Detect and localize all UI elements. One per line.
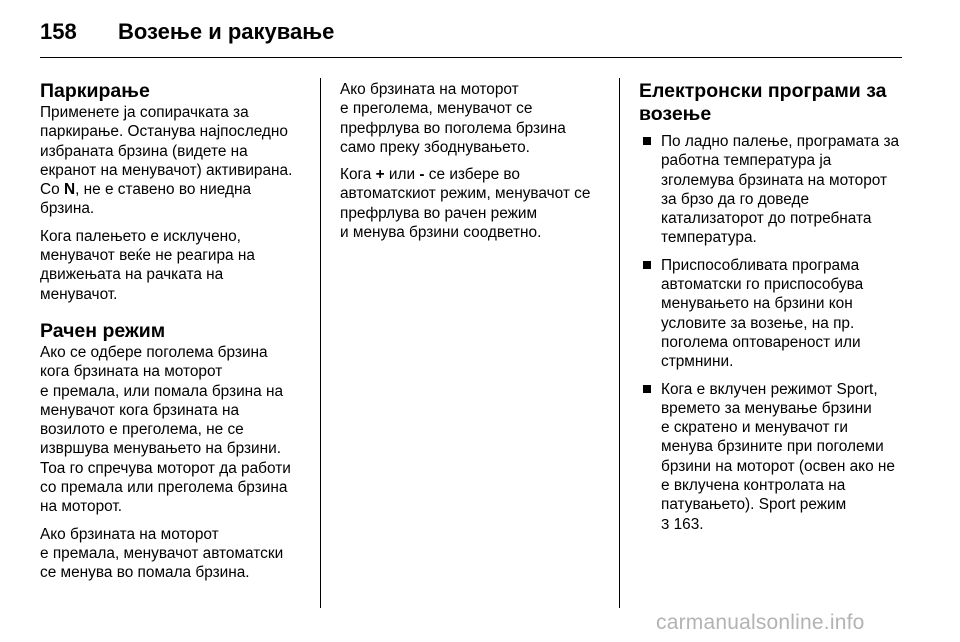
text-line: зголемува брзината на моторот xyxy=(661,171,888,189)
text-line: паркирање. Останува најпоследно xyxy=(40,123,288,141)
text-line: катализаторот до потребната xyxy=(661,210,872,228)
watermark: carmanualsonline.info xyxy=(656,611,865,634)
list-item xyxy=(639,380,904,534)
page-reference-arrow-icon[interactable]: 3 xyxy=(661,515,670,533)
text-line: извршува менувањето на брзини. xyxy=(40,440,281,458)
heading-line: Електронски програми за xyxy=(639,80,887,102)
text-line: е скратено и менувачот ги xyxy=(661,419,849,437)
text-fragment: , не е ставено во ниедна xyxy=(75,181,252,199)
paragraph-parking-2 xyxy=(40,227,315,304)
page-reference-link[interactable]: 163. xyxy=(673,515,704,533)
minus-symbol: - xyxy=(419,166,425,184)
text-line: Тоа го спречува моторот да работи xyxy=(40,459,291,477)
text-line: Ако брзината на моторот xyxy=(340,81,519,98)
text-line: префрлува во рачен режим xyxy=(340,204,538,222)
text-line: се менува во помала брзина. xyxy=(40,564,250,582)
bullet-square-icon xyxy=(643,261,651,269)
heading-line: возење xyxy=(639,103,712,125)
heading-manual-mode: Рачен режим xyxy=(40,319,166,342)
text-line: возилото е преголема, не се xyxy=(40,421,244,439)
text-line: за брзо да го доведе xyxy=(661,190,810,208)
text-fragment: се избере во xyxy=(424,166,520,184)
text-line: на моторот. xyxy=(40,498,122,516)
text-line: условите за возење, на пр. xyxy=(661,314,855,332)
neutral-symbol: N xyxy=(63,181,76,199)
text-line: патувањето). Sport режим xyxy=(661,496,847,514)
header-rule xyxy=(40,57,902,58)
text-line: автоматскиот режим, менувачот се xyxy=(340,185,591,203)
column-2 xyxy=(340,80,615,250)
text-line: Ако брзината на моторот xyxy=(40,525,219,543)
text-line: Применете ја сопирачката за xyxy=(40,104,249,121)
text-line: менувачот кога брзината на xyxy=(40,401,240,419)
text-line: менувачот. xyxy=(40,285,118,303)
heading-parking: Паркирање xyxy=(40,80,150,102)
text-line: Ако се одбере поголема брзина xyxy=(40,343,268,361)
text-line: автоматски го приспособува xyxy=(661,276,864,294)
paragraph-manual-1 xyxy=(40,343,315,517)
text-line: По ладно палење, програмата за xyxy=(661,133,900,150)
text-line: менува брзините при поголеми xyxy=(661,438,884,456)
text-line: менувачот веќе не реагира на xyxy=(40,247,255,265)
text-line: движењата на рачката на xyxy=(40,266,224,284)
page-header-title: Возење и ракување xyxy=(118,19,335,44)
text-line: стрмнини. xyxy=(661,353,734,371)
text-fragment: Со xyxy=(40,181,64,199)
text-line: префрлува во поголема брзина xyxy=(340,119,566,137)
page-number: 158 xyxy=(40,19,77,44)
column-3 xyxy=(639,80,904,542)
text-line: Кога палењето е исклучено, xyxy=(40,227,241,245)
text-line: температура. xyxy=(661,229,757,247)
text-fragment: Кога xyxy=(340,166,376,184)
text-line: екранот на менувачот) активирана. xyxy=(40,161,293,179)
text-line: е премала, менувачот автоматски xyxy=(40,544,284,562)
column-divider-left xyxy=(320,78,321,608)
paragraph-col2-2 xyxy=(340,165,615,242)
text-fragment: или xyxy=(384,166,420,184)
text-line: избраната брзина (видете на xyxy=(40,142,248,160)
text-line: времето за менување брзини xyxy=(661,399,872,417)
list-item xyxy=(639,256,904,372)
column-divider-right xyxy=(619,78,620,608)
text-line: брзина. xyxy=(40,200,95,218)
text-line: Кога е вклучен режимот Sport, xyxy=(661,380,878,398)
column-1 xyxy=(40,80,315,591)
bullet-square-icon xyxy=(643,385,651,393)
text-line: менувањето на брзини кон xyxy=(661,295,853,313)
plus-symbol: + xyxy=(375,166,385,184)
paragraph-manual-2 xyxy=(40,525,315,583)
list-item xyxy=(639,132,904,248)
text-line: само преку збоднувањето. xyxy=(340,138,530,156)
text-line: е вклучена контролата на xyxy=(661,477,846,495)
text-line: работна температура ја xyxy=(661,152,832,170)
text-line: поголема оптовареност или xyxy=(661,333,861,351)
text-line: е премала, или помала брзина на xyxy=(40,382,284,400)
text-line: и менува брзини соодветно. xyxy=(340,224,542,242)
text-line: кога брзината на моторот xyxy=(40,363,223,381)
heading-electronic-programs xyxy=(639,80,904,126)
text-line: Приспособливата програма xyxy=(661,256,860,274)
text-line: брзини на моторот (освен ако не xyxy=(661,457,895,475)
bullet-square-icon xyxy=(643,137,651,145)
text-line: е преголема, менувачот се xyxy=(340,100,533,118)
paragraph-parking-1 xyxy=(40,103,315,219)
text-line: со премала или преголема брзина xyxy=(40,479,288,497)
program-list xyxy=(639,132,904,534)
paragraph-col2-1 xyxy=(340,80,615,157)
